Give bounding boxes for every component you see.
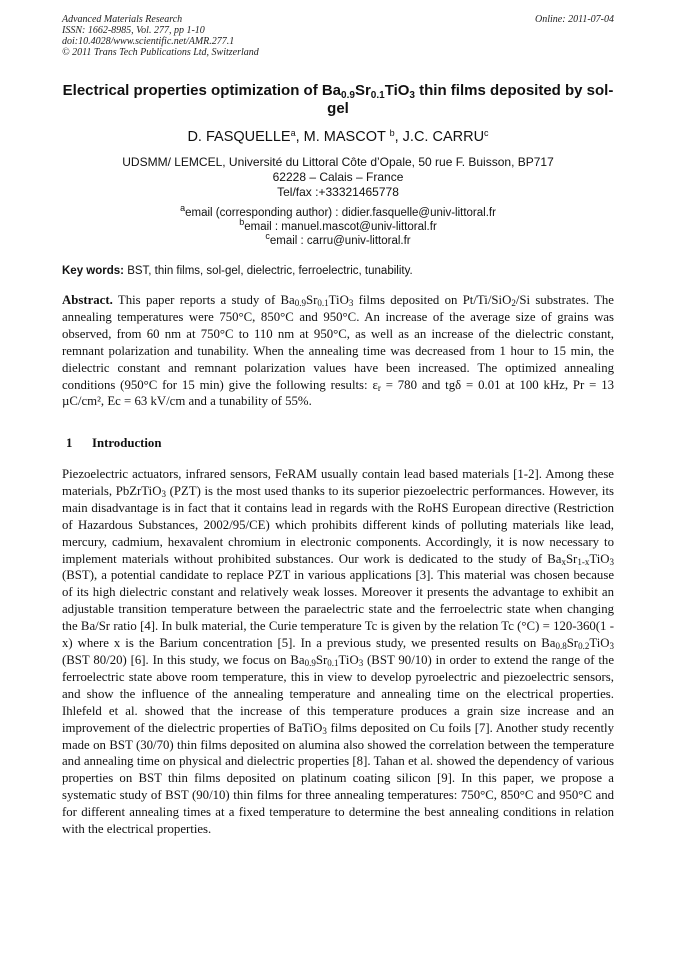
keywords-label: Key words: [62,265,124,277]
keywords: Key words: BST, thin films, sol-gel, dielectric, ferroelectric, tunability. [62,265,413,277]
affiliation-line: Tel/fax :+33321465778 [277,185,399,199]
affiliation-line: 62228 – Calais – France [272,170,404,184]
online-date: Online: 2011-07-04 [535,14,614,25]
section-number: 1 [66,436,73,450]
section-title: Introduction [92,436,162,450]
email-line: $^b$email : manuel.mascot@univ-littoral.fr [239,217,437,234]
email-line: $^a$email (corresponding author) : didier.fasquelle@univ-littoral.fr [180,203,496,219]
email-line: $^c$email : carru@univ-littoral.fr [265,231,411,248]
section-heading [62,436,614,451]
author-list: D. FASQUELLE$^a$, M. MASCOT $^b$, J.C. CARRU$^c$ [187,128,489,145]
journal-name: Advanced Materials Research [62,14,183,25]
paper-title: Electrical properties optimization of $Ba_{0.9}Sr_{0.1}TiO_3$ thin films deposited by sol-gel [62,82,614,117]
email-list [62,203,614,249]
abstract: Abstract. This paper reports a study of $Ba_{0.9}Sr_{0.1}TiO_3$ films deposited on Pt/Ti/SiO$_2$/Si substrates. The annealing temperatures were 750°C, 850°C and 950°C. An increase of the average size of grains was observed, from 60 nm at 750°C to 110 nm at 950°C, as well as an increase of the dielectric constant, remnant polarization and tunability. When the annealing time was decreased from 1 hour to 15 min, the dielectric constant and remnant polarization values have been increased. The optimized annealing conditions (950°C for 15 min) give the following results: $\varepsilon_r = 780$ and tgδ = 0.01 at 100 kHz, Pr = 13 µC/cm², Ec = 63 kV/cm and a tunability of 55%. [62,293,614,409]
journal-header [62,14,614,58]
affiliation-line: UDSMM/ LEMCEL, Université du Littoral Côte d’Opale, 50 rue F. Buisson, BP717 [122,155,554,169]
doi: doi:10.4028/www.scientific.net/AMR.277.1 [62,36,235,47]
abstract-label: Abstract. [62,293,113,307]
copyright: © 2011 Trans Tech Publications Ltd, Switzerland [62,47,259,58]
issn: ISSN: 1662-8985, Vol. 277, pp 1-10 [62,25,205,36]
introduction-paragraph: Piezoelectric actuators, infrared sensors, FeRAM usually contain lead based materials [1-2]. Among these materials, PbZrTiO$_3$ (PZT) is the most used thanks to its superior piezoelectric performances. However, its main disadvantage is in fact that it contains lead in regards with the RoHS European directive (Restriction of Hazardous Substances, 2002/95/CE) which prohibits different kinds of polluting materials like lead, mercury, cadmium, hexavalent chromium in electronic components. Accordingly, it is now necessary to implement materials without prohibited substances. Our work is dedicated to the study of $Ba_xSr_{1-x}TiO_3$ (BST), a potential candidate to replace PZT in various applications [3]. This material was chosen because of its high dielectric constant and relatively weak losses. Moreover it presents the advantage to exhibit an adjustable transition temperature between the paraelectric state and the ferroelectric state when changing the Ba/Sr ratio [4]. In bulk material, the Curie temperature Tc is given by the relation Tc (°C) = 120-360(1 - x) where x is the Barium concentration [5]. In a previous study, we presented results on $Ba_{0.8}Sr_{0.2}TiO_3$ (BST 80/20) [6]. In this study, we focus on $Ba_{0.9}Sr_{0.1}TiO_3$ (BST 90/10) in order to extend the range of the ferroelectric state above room temperature, this in view to develop pyroelectric and piezoelectric sensors, and show the influence of the annealing temperature and annealing time on the electrical properties. Ihlefeld et al. showed that the increase of this temperature produces a grain size increase and an improvement of the dielectric properties of BaTiO$_3$ films deposited on Cu foils [7]. Another study recently made on BST (30/70) thin films deposited on alumina also showed the correlation between the temperature and annealing time on physical and dielectric properties [8]. Tahan et al. showed the dependency of various properties on BST thin films deposited on platinum coating silicon [9]. In this paper, we propose a systematic study of BST (90/10) thin films for three annealing temperatures: 750°C, 850°C and 950°C and for different annealing times at a fixed temperature to determine the best annealing conditions in relation with the electrical properties. [62,467,615,837]
affiliation [62,155,614,200]
